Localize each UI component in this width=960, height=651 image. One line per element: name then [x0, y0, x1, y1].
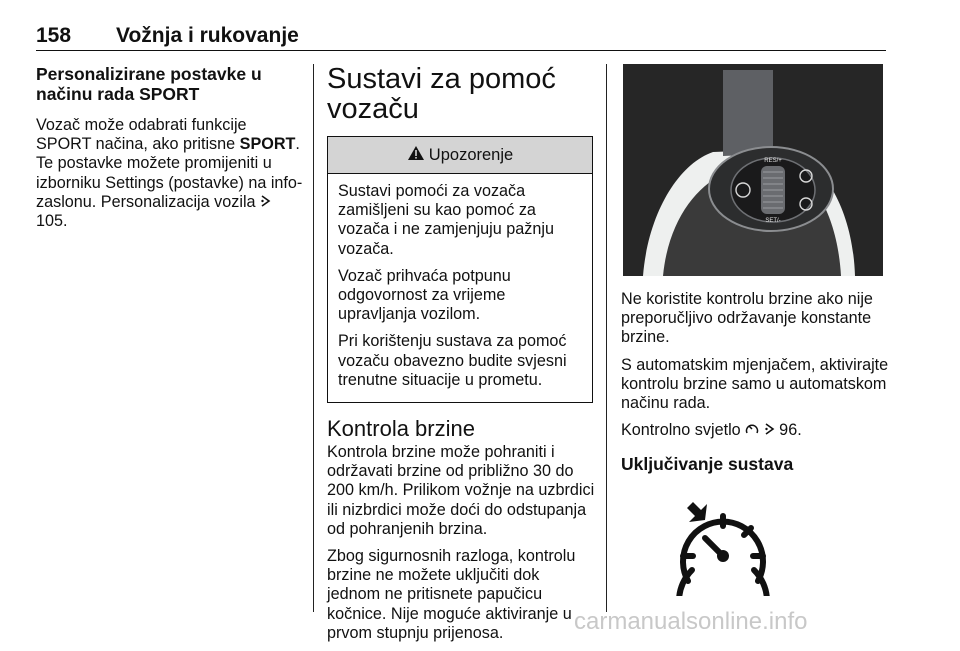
column-right [621, 64, 893, 596]
subsection-heading-enable: Uključivanje sustava [621, 454, 794, 475]
cruise-control-symbol [633, 486, 813, 596]
page-header [36, 22, 886, 51]
column-divider [313, 64, 314, 612]
watermark: carmanualsonline.info [574, 608, 808, 635]
warning-text: Sustavi pomoći za vozača zamišljeni su kao pomoć za vozača i ne zamjenjuju pažnju vozača. [338, 182, 554, 258]
speedometer-icon [683, 516, 763, 581]
cruise-control-indicator-icon [745, 421, 759, 439]
chapter-title: Vožnja i rukovanje [116, 24, 299, 47]
body-paragraph: Ne koristite kontrolu brzine ako nije preporučljivo održavanje konstante brzine. [621, 290, 873, 347]
warning-text: Pri korištenju sustava za pomoć vozaču obavezno budite svjesni trenutne situacije u prometu. [338, 332, 567, 389]
column-divider [606, 64, 607, 612]
page-number: 158 [36, 24, 72, 47]
arrow-pointer-icon [687, 502, 707, 522]
text-run: . Te postavke možete promijeniti u izborniku Settings (postavke) na info-zaslonu. Personalizacija vozila [36, 135, 303, 211]
set-button-label: SET/- [765, 218, 781, 224]
text-run: Vozač može odabrati funkcije SPORT načina, ako pritisne [36, 116, 247, 154]
page-ref-number[interactable]: 105. [36, 212, 68, 231]
res-button-label: RES/+ [764, 158, 782, 164]
page-ref-icon [260, 194, 271, 210]
page-ref-number[interactable]: 96. [774, 421, 802, 440]
section-title: Sustavi za pomoć vozaču [327, 63, 556, 125]
warning-text: Vozač prihvaća potpunu odgovornost za vrijeme upravljanja vozilom. [338, 266, 511, 324]
column-middle [327, 64, 595, 651]
body-paragraph: Kontrola brzine može pohraniti i održavati brzine od približno 30 do 200 km/h. Prilikom vožnje na uzbrdici ili nizbrdici može doći do odstupanja od pohranjenih brzina. [327, 443, 595, 538]
warning-label: Upozorenje [428, 145, 514, 164]
steering-wheel-photo [623, 64, 883, 276]
warning-box [327, 136, 593, 403]
body-paragraph: Zbog sigurnosnih razloga, kontrolu brzine ne možete uključiti dok jednom ne pritisnete papučicu kočnice. Nije moguće aktiviranje u prvom stupnju prijenosa. [327, 547, 576, 642]
column-left [36, 64, 304, 239]
warning-body [328, 174, 592, 402]
page-ref-icon [764, 421, 775, 439]
section-heading-sport: Personalizirane postavke u načinu rada SPORT [36, 64, 262, 104]
warning-triangle-icon [407, 145, 425, 166]
sport-paragraph [36, 116, 304, 231]
subsection-heading-cruise: Kontrola brzine [327, 416, 475, 442]
sport-button-label: SPORT [239, 135, 296, 154]
text-run: Kontrolno svjetlo [621, 421, 746, 440]
body-paragraph-indicator [621, 421, 893, 440]
warning-header [328, 137, 592, 174]
body-paragraph: S automatskim mjenjačem, aktivirajte kontrolu brzine samo u automatskom načinu rada. [621, 355, 889, 413]
